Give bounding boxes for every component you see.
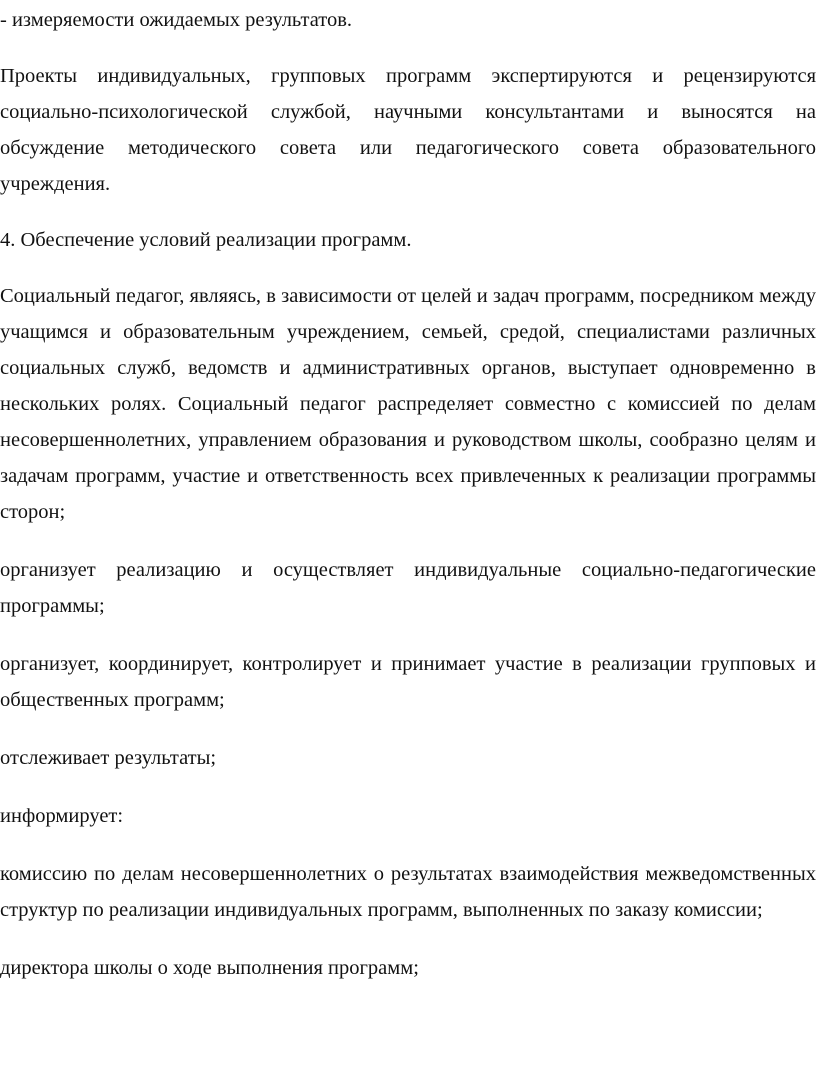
list-item-tracks-results: отслеживает результаты; [0,747,217,769]
list-item-school-director: директора школы о ходе выполнения программ; [0,957,419,979]
list-item-coordinates-group: организует, координирует, контролирует и принимает участие в реализации групповых и общественных программ; [0,653,816,711]
list-item-commission: комиссию по делам несовершеннолетних о результатах взаимодействия межведомственных структур по реализации индивидуальных программ, выполненных по заказу комиссии; [0,863,816,921]
list-item-informs: информирует: [0,805,124,827]
paragraph-social-pedagogue: Социальный педагог, являясь, в зависимости от целей и задач программ, посредником между учащимся и образовательным учреждением, семьей, средой, специалистами различных социальных служб, ведомств и административных органов, выступает одновременно в нескольких ролях. Социальный педагог распределяет совместно с комиссией по делам несовершеннолетних, управлением образования и руководством школы, сообразно целям и задачам программ, участие и ответственность всех привлеченных к реализации программы сторон; [0,285,816,523]
paragraph-measurability: - измеряемости ожидаемых результатов. [0,9,353,31]
section-heading-conditions: 4. Обеспечение условий реализации программ. [0,229,412,251]
list-item-organizes-individual: организует реализацию и осуществляет индивидуальные социально-педагогические программы; [0,559,816,617]
paragraph-projects-review: Проекты индивидуальных, групповых программ экспертируются и рецензируются социально-психологической службой, научными консультантами и выносятся на обсуждение методического совета или педагогического совета образовательного учреждения. [0,65,816,195]
